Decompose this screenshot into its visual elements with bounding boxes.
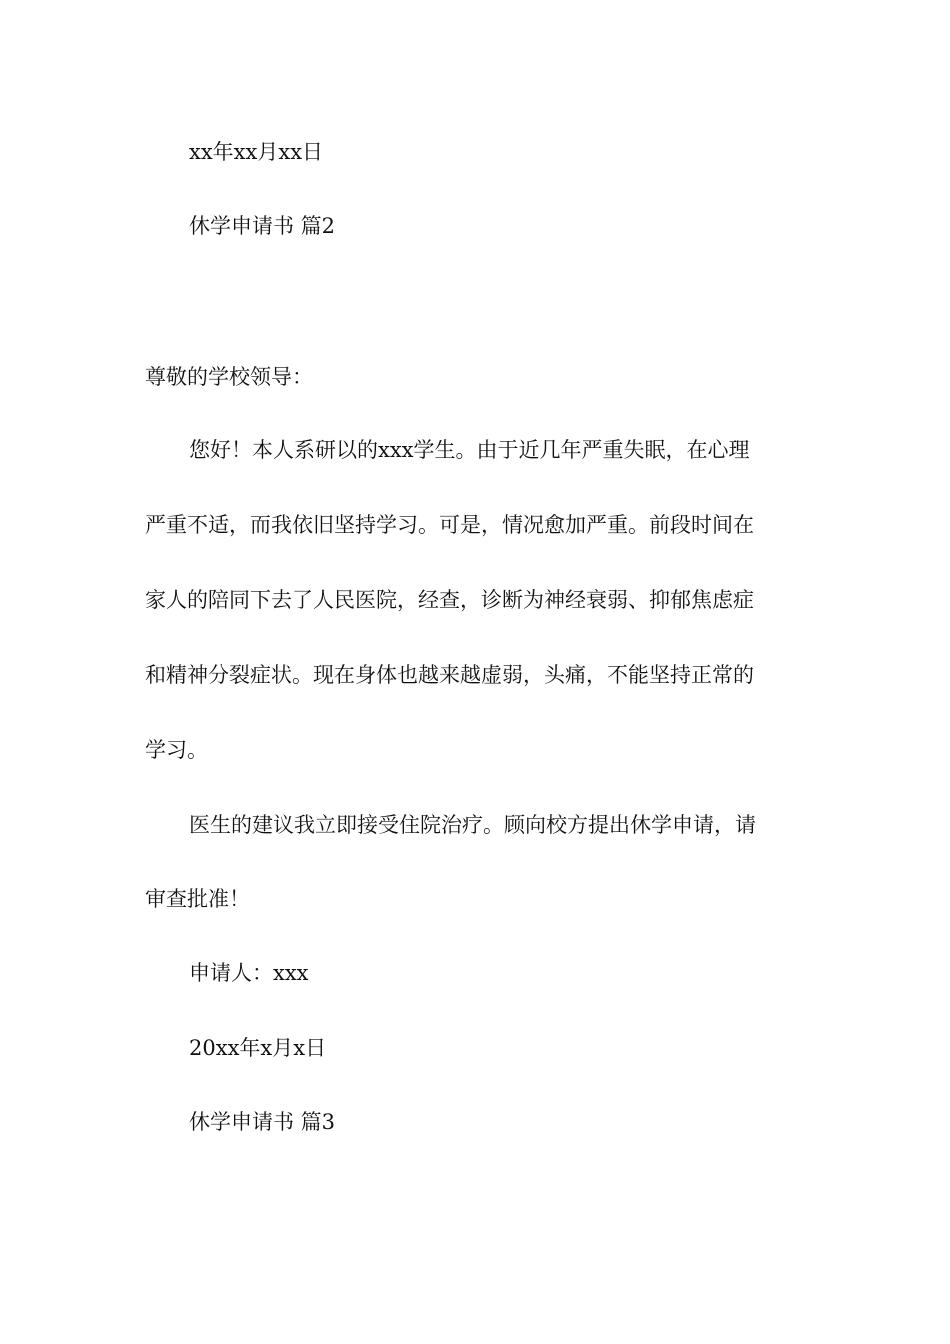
body-paragraph-2-line-1: 医生的建议我立即接受住院治疗。顾向校方提出休学申请，请: [189, 813, 756, 837]
date-line: xx年xx月xx日: [189, 140, 324, 164]
signature-date-line: 20xx年x月x日: [189, 1036, 327, 1060]
section-heading-3: 休学申请书 篇3: [189, 1110, 336, 1134]
section-heading-2: 休学申请书 篇2: [189, 214, 336, 238]
salutation: 尊敬的学校领导：: [145, 365, 313, 389]
body-paragraph-1-line-4: 和精神分裂症状。现在身体也越来越虚弱，头痛，不能坚持正常的: [145, 663, 754, 687]
body-paragraph-1-line-3: 家人的陪同下去了人民医院，经查，诊断为神经衰弱、抑郁焦虑症: [145, 588, 754, 612]
body-paragraph-1-line-2: 严重不适，而我依旧坚持学习。可是，情况愈加严重。前段时间在: [145, 513, 754, 537]
body-paragraph-2-line-2: 审查批准！: [145, 887, 250, 911]
body-paragraph-1-line-5: 学习。: [145, 738, 208, 762]
body-paragraph-1-line-1: 您好！本人系研以的xxx学生。由于近几年严重失眠，在心理: [189, 438, 750, 462]
applicant-line: 申请人：xxx: [189, 961, 309, 985]
